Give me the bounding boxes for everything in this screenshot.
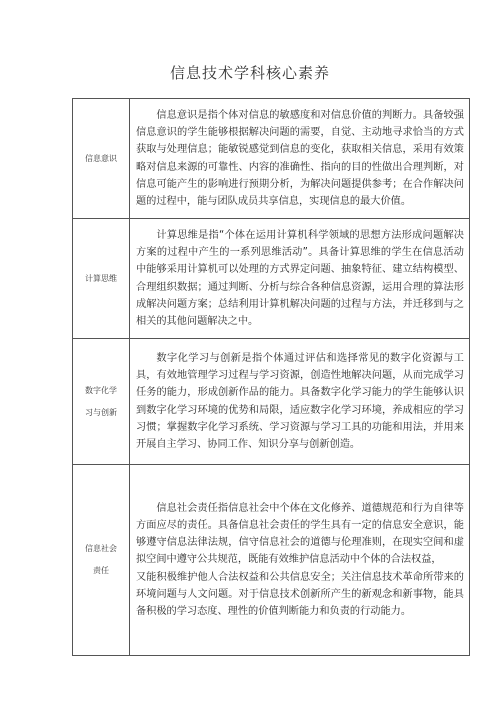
row-label: 责任 — [93, 566, 109, 575]
row-label: 数字化学 — [85, 385, 117, 395]
row-label-cell — [73, 465, 130, 656]
row-description-cell — [130, 339, 470, 465]
row-label-cell — [73, 219, 130, 339]
row-label: 信息社会 — [85, 544, 117, 553]
row-label-cell — [73, 99, 130, 219]
row-description: 信息社会责任指信息社会中个体在文化修养、道德规范和行为自律等方面应尽的责任。具备信息社会责任的学生具有一定的信息安全意识，能够遵守信息法律法规，信守信息社会的道德与伦理准则，在现实空间和虚拟空间中遵守公共规范，既能有效维护信息活动中个体的合法权益， — [136, 503, 464, 566]
row-label: 习与创新 — [85, 407, 117, 417]
row-label: 信息意识 — [85, 153, 117, 163]
table-row — [73, 99, 470, 219]
row-description-cell — [130, 99, 470, 219]
table-row — [73, 465, 470, 656]
row-description: 又能积极维护他人合法权益和公共信息安全；关注信息技术革命所带来的环境问题与人文问题。对于信息技术创新所产生的新观念和新事物，能具备积极的学习态度、理性的价值判断能力和负责的行动能力。 — [136, 571, 464, 617]
table-row — [73, 339, 470, 465]
row-description: 信息意识是指个体对信息的敏感度和对信息价值的判断力。具备较强信息意识的学生能够根据解决问题的需要，自觉、主动地寻求恰当的方式获取与处理信息；能敏锐感觉到信息的变化，获取相关信息，采用有效策略对信息来源的可靠性、内容的准确性、指向的目的性做出合理判断，对信息可能产生的影响进行预期分析，为解决问题提供参考；在合作解决问题的过程中，能与团队成员共享信息，实现信息的最大价值。 — [136, 110, 464, 207]
row-label-cell — [73, 339, 130, 465]
row-description: 数字化学习与创新是指个体通过评估和选择常见的数字化资源与工具，有效地管理学习过程与学习资源，创造性地解决问题，从而完成学习任务的能力，形成创新作品的能力。具备数字化学习能力的学生能够认识到数字化学习环境的优势和局限，适应数字化学习环境，养成相应的学习习惯；掌握数字化学习系统、学习资源与学习工具的功能和用法，并用来开展自主学习、协同工作、知识分享与创新创造。 — [136, 353, 464, 450]
competency-table — [72, 98, 470, 656]
row-label: 计算思维 — [85, 273, 117, 283]
row-description-cell — [130, 465, 470, 656]
row-description: 计算思维是指“个体在运用计算机科学领域的思想方法形成问题解决方案的过程中产生的一系列思维活动”。具备计算思维的学生在信息活动中能够采用计算机可以处理的方式界定问题、抽象特征、建立结构模型、合理组织数据；通过判断、分析与综合各种信息资源，运用合理的算法形成解决问题方案；总结利用计算机解决问题的过程与方法，并迁移到与之相关的其他问题解决之中。 — [136, 230, 464, 327]
table-row — [73, 219, 470, 339]
row-description-cell — [130, 219, 470, 339]
page-title: 信息技术学科核心素养 — [169, 64, 330, 82]
